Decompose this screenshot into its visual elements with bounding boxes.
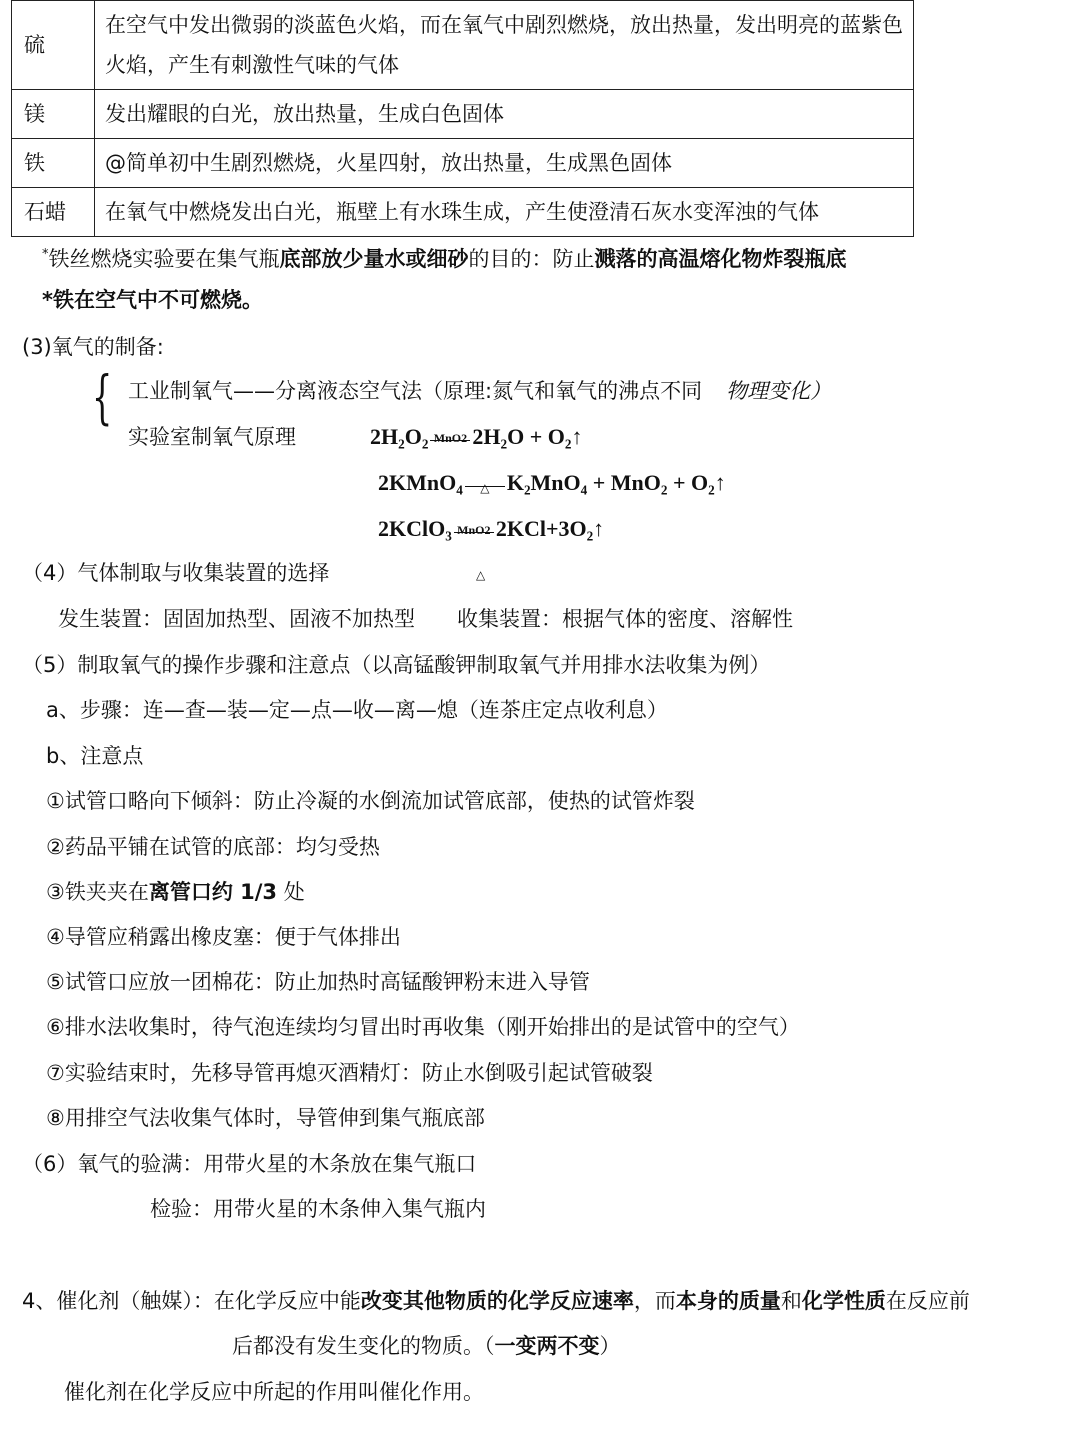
section6-full: （6）氧气的验满：用带火星的木条放在集气瓶口 — [22, 1152, 477, 1176]
note-text: 处 — [277, 880, 305, 904]
brace-icon: { — [92, 363, 113, 431]
section4-title: （4）气体制取与收集装置的选择 — [22, 561, 330, 585]
eq-condition — [452, 523, 496, 544]
note-text: 铁丝燃烧实验要在集气瓶 — [48, 247, 280, 271]
note-item: ④导管应稍露出橡皮塞：便于气体排出 — [46, 925, 401, 949]
note-text: 的目的：防止 — [468, 247, 595, 271]
notes-heading: b、注意点 — [46, 744, 144, 768]
table-cell-desc: 在空气中发出微弱的淡蓝色火焰，而在氧气中剧烈燃烧，放出热量，发出明亮的蓝紫色火焰，产生有刺激性气味的气体 — [95, 1, 914, 90]
note-iron-water — [42, 240, 847, 274]
table-cell-name: 铁 — [12, 139, 95, 188]
equation-kclo3 — [378, 514, 604, 544]
section3-title: (3)氧气的制备: — [22, 335, 164, 359]
eq-right: K₂MnO₄ + MnO₂ + O₂↑ — [506, 470, 726, 495]
catalyst-definition — [22, 1286, 970, 1316]
cat-text: ） — [599, 1334, 621, 1358]
catalyst-label: MnO2 — [433, 431, 468, 445]
cat-bold: 一变两不变 — [494, 1334, 600, 1358]
industrial-text: 工业制氧气——分离液态空气法（原理:氮气和氧气的沸点不同 — [128, 379, 703, 403]
table-cell-desc: 在氧气中燃烧发出白光，瓶壁上有水珠生成，产生使澄清石灰水变浑浊的气体 — [95, 188, 914, 237]
catalyst-label: MnO2 — [457, 523, 491, 537]
table-row — [12, 1, 914, 90]
cat-text: 4、催化剂（触媒）：在化学反应中能 — [22, 1289, 361, 1313]
note-item: ②药品平铺在试管的底部：均匀受热 — [46, 835, 380, 859]
equation-kmno4 — [378, 468, 726, 498]
table-row — [12, 139, 914, 188]
equation-h2o2 — [370, 422, 583, 452]
table-cell-desc: 发出耀眼的白光，放出热量，生成白色固体 — [95, 90, 914, 139]
section4-apparatus: 发生装置：固固加热型、固液不加热型 收集装置：根据气体的密度、溶解性 — [58, 607, 793, 631]
catalyst-definition-cont — [232, 1331, 621, 1361]
stray-triangle-mark: △ — [476, 568, 486, 582]
section6-test: 检验：用带火星的木条伸入集气瓶内 — [150, 1197, 486, 1221]
cat-bold: 化学性质 — [801, 1289, 886, 1313]
note-item: ⑥排水法收集时，待气泡连续均匀冒出时再收集（刚开始排出的是试管中的空气） — [46, 1015, 800, 1039]
lab-method-label: 实验室制氧气原理 — [128, 425, 296, 449]
note-item: ⑦实验结束时，先移导管再熄灭酒精灯：防止水倒吸引起试管破裂 — [46, 1061, 653, 1085]
table-cell-desc: @简单初中生剧烈燃烧，火星四射，放出热量，生成黑色固体 — [95, 139, 914, 188]
eq-left: 2H₂O₂ — [370, 424, 429, 449]
table-cell-name: 镁 — [12, 90, 95, 139]
heat-label: △ — [480, 481, 490, 495]
eq-left: 2KClO₃ — [378, 516, 452, 541]
industrial-method — [128, 376, 831, 406]
cat-text: 后都没有发生变化的物质。（ — [232, 1334, 495, 1358]
table-row — [12, 90, 914, 139]
eq-right: 2H₂O + O₂↑ — [472, 424, 583, 449]
cat-text: 在反应前 — [885, 1289, 970, 1313]
eq-left: 2KMnO₄ — [378, 470, 463, 495]
note-item: ⑧用排空气法收集气体时，导管伸到集气瓶底部 — [46, 1106, 485, 1130]
note-bold: 离管口约 1/3 — [148, 880, 278, 904]
note-text: ③铁夹夹在 — [46, 880, 149, 904]
note-star: * — [42, 247, 49, 262]
note-item — [46, 877, 305, 907]
table-cell-name: 石蜡 — [12, 188, 95, 237]
cat-bold: 本身的质量 — [675, 1289, 781, 1313]
eq-right: 2KCl+3O₂↑ — [495, 516, 605, 541]
note-item: ⑤试管口应放一团棉花：防止加热时高锰酸钾粉末进入导管 — [46, 970, 590, 994]
cat-text: ，而 — [633, 1289, 676, 1313]
catalysis-definition: 催化剂在化学反应中所起的作用叫催化作用。 — [64, 1380, 484, 1404]
eq-condition — [428, 431, 472, 452]
table-cell-name: 硫 — [12, 1, 95, 90]
table-row — [12, 188, 914, 237]
eq-condition — [463, 481, 507, 498]
note-bold: 底部放少量水或细砂 — [279, 247, 469, 271]
note-item: ①试管口略向下倾斜：防止冷凝的水倒流加试管底部，使热的试管炸裂 — [46, 789, 695, 813]
cat-text: 和 — [780, 1289, 802, 1313]
steps-line: a、步骤：连—查—装—定—点—收—离—熄（连茶庄定点收利息） — [46, 698, 668, 722]
industrial-note: 物理变化） — [726, 379, 832, 403]
note-iron-air: *铁在空气中不可燃烧。 — [42, 288, 263, 312]
section5-title: （5）制取氧气的操作步骤和注意点（以高锰酸钾制取氧气并用排水法收集为例） — [22, 653, 771, 677]
cat-bold: 改变其他物质的化学反应速率 — [360, 1289, 634, 1313]
combustion-table — [11, 0, 914, 237]
note-bold: 溅落的高温熔化物炸裂瓶底 — [594, 247, 847, 271]
